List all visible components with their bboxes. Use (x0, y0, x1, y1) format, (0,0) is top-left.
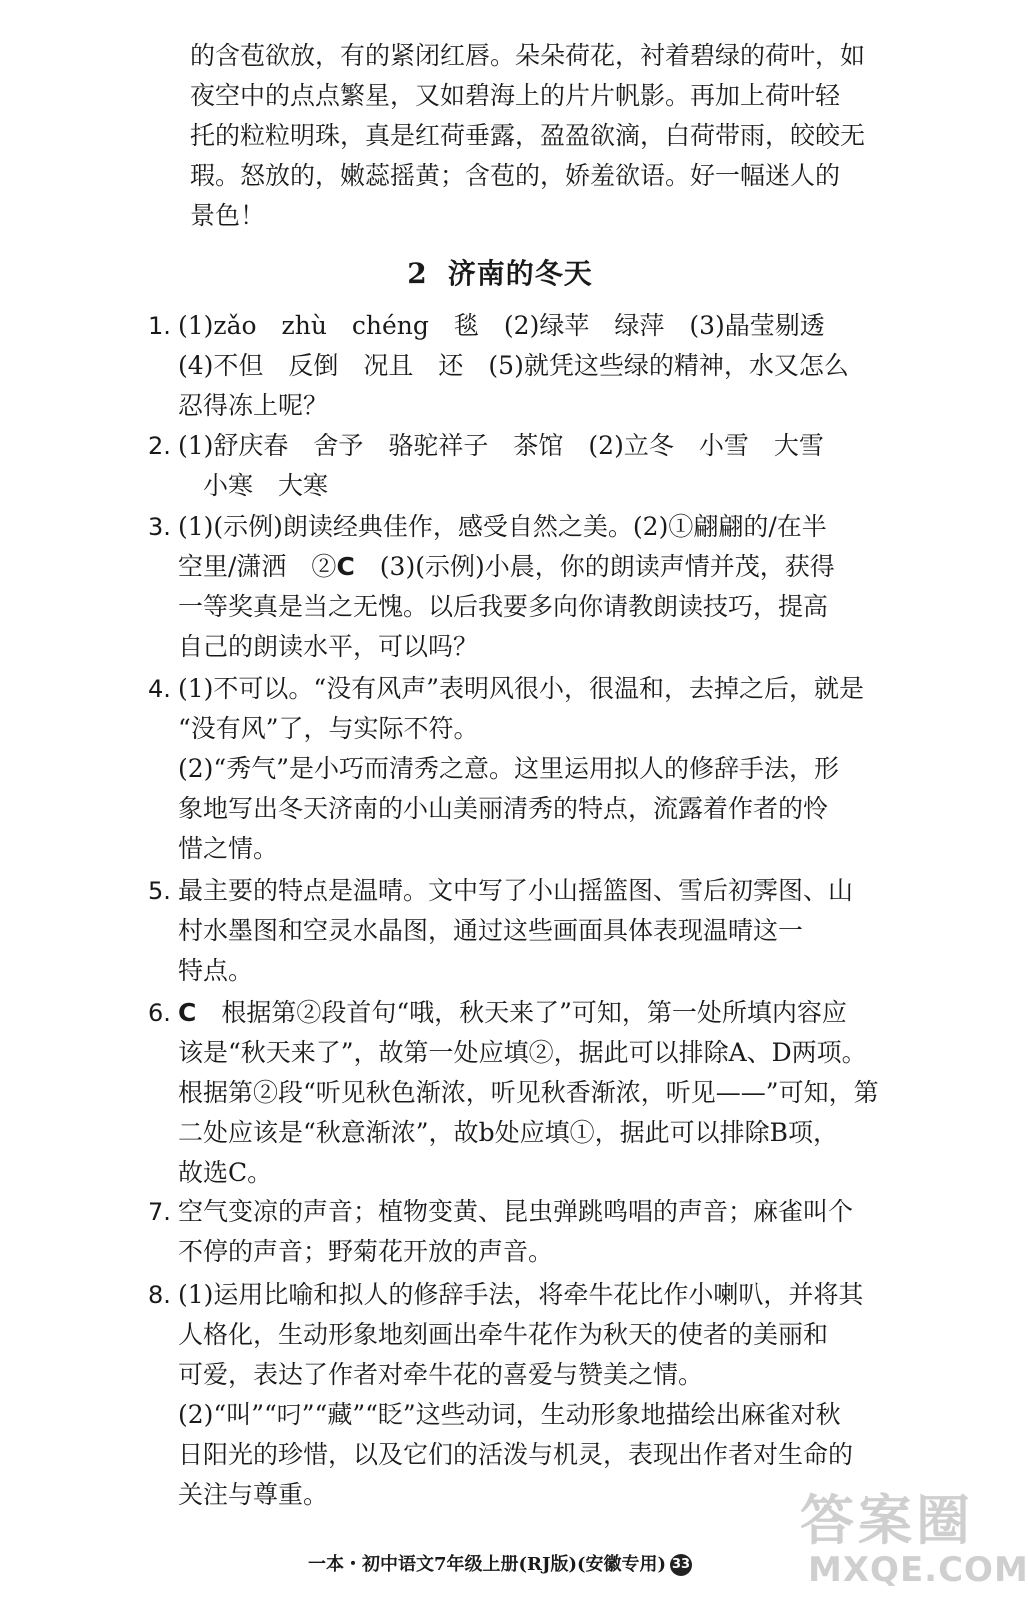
answer-line: (1)舒庆春 舍予 骆驼祥子 茶馆 (2)立冬 小雪 大雪 (178, 431, 824, 460)
answer-line: 人格化，生动形象地刻画出牵牛花作为秋天的使者的美丽和 (178, 1320, 829, 1349)
answer-line: (2)“秀气”是小巧而清秀之意。这里运用拟人的修辞手法，形 (178, 754, 839, 783)
intro-line: 瑕。怒放的，嫩蕊摇黄；含苞的，娇羞欲语。好一幅迷人的 (190, 161, 841, 190)
answer-line: 自己的朗读水平，可以吗？ (178, 632, 479, 661)
answer-line: (1)(示例)朗读经典佳作，感受自然之美。(2)①翩翩的/在半 (178, 512, 827, 541)
question-number: 4. (148, 675, 171, 703)
answer-line: 象地写出冬天济南的小山美丽清秀的特点，流露着作者的怜 (178, 794, 829, 823)
question-number: 5. (148, 877, 171, 905)
intro-line: 景色！ (190, 201, 266, 230)
question-4 (148, 669, 864, 869)
answer-line: 关注与尊重。 (178, 1480, 329, 1509)
answer-line (178, 993, 879, 1033)
answer-line: 小寒 大寒 (178, 471, 329, 500)
question-number: 6. (148, 999, 171, 1027)
answer-line: “没有风”了，与实际不符。 (178, 714, 479, 743)
intro-line: 托的粒粒明珠，真是红荷垂露，盈盈欲滴，白荷带雨，皎皎无 (190, 121, 866, 150)
question-number: 8. (148, 1281, 171, 1309)
answer-line: 不停的声音；野菊花开放的声音。 (178, 1237, 554, 1266)
answer-line: (4)不但 反倒 况且 还 (5)就凭这些绿的精神，水又怎么 (178, 351, 849, 380)
intro-paragraph (190, 36, 866, 236)
question-number: 2. (148, 432, 171, 460)
question-number: 1. (148, 312, 171, 340)
watermark-logo-text: 答案圈 (800, 1489, 974, 1552)
answer-line: 二处应该是“秋意渐浓”，故b处应填①，据此可以排除B项， (178, 1118, 838, 1147)
answer-line: 可爱，表达了作者对牵牛花的喜爱与赞美之情。 (178, 1360, 704, 1389)
answer-line: 惜之情。 (178, 834, 279, 863)
question-7 (148, 1192, 854, 1272)
answer-line: (1)运用比喻和拟人的修辞手法，将牵牛花比作小喇叭，并将其 (178, 1280, 864, 1309)
watermark-url: MXQE.COM (808, 1550, 1029, 1590)
question-3 (148, 507, 835, 667)
answer-line: 该是“秋天来了”，故第一处应填②，据此可以排除A、D两项。 (178, 1038, 867, 1067)
answer-line: 忍得冻上呢？ (178, 391, 329, 420)
footer-text: 一本・初中语文7年级上册(RJ版)(安徽专用) (307, 1554, 667, 1575)
answer-line (178, 547, 835, 587)
question-1 (148, 306, 849, 426)
answer-line: 村水墨图和空灵水晶图，通过这些画面具体表现温晴这一 (178, 916, 804, 945)
answer-line-rest: 根据第②段首句“哦，秋天来了”可知，第一处所填内容应 (196, 998, 847, 1027)
answer-line-start: 空里/潇洒 ② (178, 552, 337, 581)
answer-line: 空气变凉的声音；植物变黄、昆虫弹跳鸣唱的声音；麻雀叫个 (178, 1197, 854, 1226)
section-title-text: 济南的冬天 (447, 257, 593, 290)
answer-line: 特点。 (178, 956, 254, 985)
intro-line: 的含苞欲放，有的紧闭红唇。朵朵荷花，衬着碧绿的荷叶，如 (190, 41, 866, 70)
answer-line: (1)zǎo zhù chéng 毯 (2)绿苹 绿萍 (3)晶莹剔透 (178, 311, 825, 340)
answer-line: (2)“叫”“叼”“藏”“眨”这些动词，生动形象地描绘出麻雀对秋 (178, 1400, 841, 1429)
intro-line: 夜空中的点点繁星，又如碧海上的片片帆影。再加上荷叶轻 (190, 81, 841, 110)
question-5 (148, 871, 854, 991)
question-2 (148, 426, 824, 506)
question-number: 3. (148, 513, 171, 541)
answer-line: 日阳光的珍惜，以及它们的活泼与机灵，表现出作者对生命的 (178, 1440, 854, 1469)
answer-line: 根据第②段“听见秋色渐浓，听见秋香渐浓，听见——”可知，第 (178, 1078, 879, 1107)
answer-line: 一等奖真是当之无愧。以后我要多向你请教朗读技巧，提高 (178, 592, 829, 621)
choice-answer: C (178, 998, 197, 1027)
question-8 (148, 1275, 864, 1515)
answer-line: (1)不可以。“没有风声”表明风很小，很温和，去掉之后，就是 (178, 674, 864, 703)
watermark (800, 1478, 1029, 1596)
choice-answer: C (336, 552, 355, 581)
question-6 (148, 993, 879, 1193)
answer-line: 最主要的特点是温晴。文中写了小山摇篮图、雪后初霁图、山 (178, 876, 854, 905)
page-number: 33 (670, 1554, 692, 1576)
answer-line-rest: (3)(示例)小晨，你的朗读声情并茂，获得 (354, 552, 835, 581)
section-title (0, 252, 1000, 292)
section-number: 2 (407, 257, 428, 290)
question-number: 7. (148, 1198, 171, 1226)
answer-line: 故选C。 (178, 1158, 273, 1187)
